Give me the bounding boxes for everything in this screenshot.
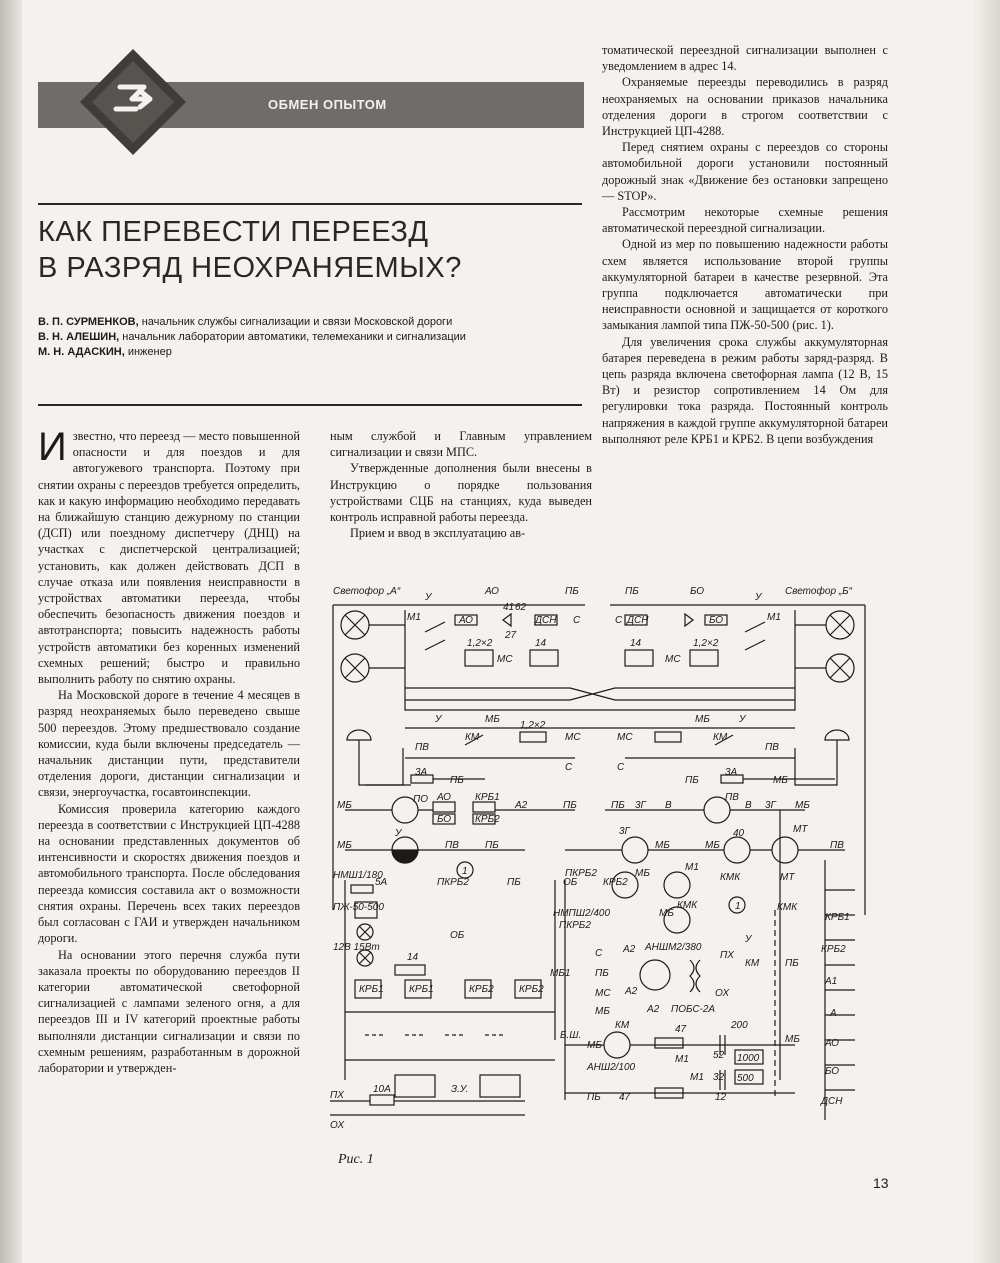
schematic-label: МБ <box>659 908 674 919</box>
schematic-label: МС <box>497 654 513 665</box>
schematic-label: ПБ <box>625 586 639 597</box>
schematic-label: МБ <box>705 840 720 851</box>
schematic-label: ПБ <box>611 800 625 811</box>
schematic-label: ПБ <box>785 958 799 969</box>
schematic-label: 12 <box>715 1092 727 1103</box>
paragraph: Известно, что переезд — место повышенной опасности и для поездов и для автогужевого транспорта. Поэтому при снятии охраны с переездов требуется определить, как и какую информацию необходимо передавать на ближайшую станцию дежурному по станции (ДСП) или поездному диспетчеру (ДНЦ) на участках с диспетчерской централизацией; установить, как должен действовать ДСП в случае отказа или появления неисправности в устройствах автоматики переезда, чтобы обеспечить безопасность движения поездов и автотранспорта; повысить надежность работы устройств автоматики без коренных изменений схемных решений; быстро и правильно выполнить работу по снятию охраны. <box>38 425 300 687</box>
paragraph: Для увеличения срока службы аккумуляторная батарея переведена в режим работы заряд-разряд. В цепь разряда включена светофорная лампа (12 В, 15 Вт) и резистор сопротивлением 14 Ом для регулировки тока разряда. Постоянный контроль напряжения в каждой группе аккумуляторной батареи выполняют реле КРБ1 и КРБ2. В цепи возбуждения <box>602 334 888 446</box>
schematic-label: ПВ <box>445 840 459 851</box>
schematic-label: ПБ <box>563 800 577 811</box>
schematic-label: А2 <box>647 1004 660 1015</box>
schematic-label: С <box>617 762 625 773</box>
schematic-label: МБ <box>587 1040 602 1051</box>
paragraph: Одной из мер по повышению надежности работы схем является использование второй группы аккумуляторной батареи в качестве резервной. Эта группа подключается автоматически при неисправности основной и защищается от короткого замыкания лампой типа ПЖ-50-500 (рис. 1). <box>602 237 888 333</box>
text-column-2 <box>330 428 592 541</box>
schematic-label: ПВ <box>415 742 429 753</box>
schematic-label: 5А <box>375 877 388 888</box>
schematic-label: ДСН <box>821 1096 843 1107</box>
schematic-label: КМК <box>677 900 698 911</box>
paragraph: Перед снятием охраны с переездов со стороны автомобильной дороги установили постоянный дорожный знак «Движение без остановки запрещено — STOP». <box>602 140 888 203</box>
author-name: В. Н. АЛЕШИН, <box>38 331 120 343</box>
paragraph: На Московской дороге в течение 4 месяцев в разряд неохраняемых было переведено свыше 500 переездов. Этому предшествовало создание комиссии, куда были включены председатель — начальник дистанции пути, представители отделения дороги, дистанции сигнализации и связи, энергоучастка, госавтоинспекции. <box>38 688 300 800</box>
schematic-label: МС <box>665 654 681 665</box>
schematic-label: БО <box>709 615 724 626</box>
schematic-label: КРБ1 <box>409 984 434 995</box>
schematic-label: ПВ <box>765 742 779 753</box>
author-role: инженер <box>127 346 172 358</box>
schematic-label: ПХ <box>330 1090 344 1101</box>
schematic-label: М1 <box>690 1072 704 1083</box>
schematic-label: КМК <box>720 872 741 883</box>
schematic-label: 14 <box>630 638 642 649</box>
schematic-label: МБ <box>785 1034 800 1045</box>
schematic-label: ПКРБ2 <box>565 868 597 879</box>
schematic-label: 3Г <box>619 826 631 837</box>
schematic-label: 14 <box>535 638 547 649</box>
schematic-label: 41 <box>503 602 515 613</box>
author-role: начальник службы сигнализации и связи Московской дороги <box>141 316 453 328</box>
schematic-label: НМШ1/180 <box>333 870 383 881</box>
schematic-label: ПБ <box>485 840 499 851</box>
author-entry <box>38 330 578 345</box>
schematic-label: А2 <box>515 800 528 811</box>
schematic-label: ОБ <box>563 877 578 888</box>
schematic-label: МБ <box>595 1006 610 1017</box>
schematic-label: С <box>615 615 623 626</box>
author-name: В. П. СУРМЕНКОВ, <box>38 316 139 328</box>
schematic-label: КРБ1 <box>475 792 500 803</box>
schematic-label: БО <box>690 586 705 597</box>
schematic-label: МБ <box>337 800 352 811</box>
schematic-label: ПВ <box>830 840 844 851</box>
paragraph: ным службой и Главным управлением сигнализации и связи МПС. <box>330 429 592 460</box>
schematic-label: З.У. <box>451 1084 469 1095</box>
schematic-label: В <box>745 800 752 811</box>
schematic-label: ОХ <box>715 988 730 999</box>
schematic-label: КМ <box>615 1020 630 1031</box>
schematic-label: МТ <box>780 872 795 883</box>
schematic-label: ПО <box>413 794 429 805</box>
schematic-label: С <box>573 615 581 626</box>
schematic-label: 62 <box>515 602 527 613</box>
label-svetofor-b: Светофор „Б“ <box>785 586 852 597</box>
schematic-label: АО <box>437 792 451 803</box>
schematic-label: А1 <box>825 976 838 987</box>
authors-block <box>38 315 578 360</box>
schematic-label: С <box>595 948 603 959</box>
schematic-label: 1 <box>462 866 468 877</box>
schematic-label: М1 <box>767 612 781 623</box>
schematic-label: У <box>745 934 752 945</box>
schematic-label: ПКРБ2 <box>437 877 469 888</box>
schematic-label: МБ <box>635 868 650 879</box>
signal-lamp <box>341 654 369 682</box>
schematic-label: 27 <box>505 630 517 641</box>
text-column-1 <box>38 425 300 1076</box>
schematic-label: КРБ2 <box>821 944 846 955</box>
schematic-label: КРБ1 <box>359 984 384 995</box>
schematic-label: БО <box>825 1066 840 1077</box>
schematic-label: А <box>830 1008 837 1019</box>
schematic-label: 1,2×2 <box>520 720 546 731</box>
schematic-label: ПЖ-50-500 <box>333 902 384 913</box>
page-edge-left <box>0 0 22 1263</box>
schematic-label: ПБ <box>507 877 521 888</box>
schematic-label: МТ <box>793 824 808 835</box>
article-title-line2: В РАЗРЯД НЕОХРАНЯЕМЫХ? <box>38 252 462 284</box>
schematic-label: ПБ <box>450 775 464 786</box>
schematic-label: АО <box>485 586 499 597</box>
schematic-label: МБ <box>655 840 670 851</box>
circuit-schematic <box>325 580 870 1140</box>
title-top-rule <box>38 203 582 205</box>
schematic-label: МС <box>565 732 581 743</box>
schematic-label: 14 <box>407 952 419 963</box>
author-name: М. Н. АДАСКИН, <box>38 346 125 358</box>
article-title-line1: КАК ПЕРЕВЕСТИ ПЕРЕЕЗД <box>38 216 429 248</box>
schematic-label: М1 <box>685 862 699 873</box>
paragraph: Утвержденные дополнения были внесены в Инструкцию о порядке пользования устройствами СЦБ на станциях, куда выведен контроль исправной работы переезда. <box>330 461 592 525</box>
paragraph: Комиссия проверила категорию каждого переезда в соответствии с Инструкцией ЦП-4288 на основании представленных документов об интенсивности и скоростях движения поездов и автомобильного транспорта. После обследования переезда комиссия составила акт о возможности снятия охраны. Перечень всех таких переездов был согласован с ГАИ и утвержден начальником дороги. <box>38 801 300 946</box>
schematic-label: НМПШ2/400 <box>553 908 611 919</box>
schematic-label: В <box>665 800 672 811</box>
schematic-label: М1 <box>407 612 421 623</box>
schematic-label: АНШМ2/380 <box>645 942 702 953</box>
author-role: начальник лаборатории автоматики, телемеханики и сигнализации <box>122 331 466 343</box>
authors-bottom-rule <box>38 404 582 406</box>
paragraph: Охраняемые переезды переводились в разряд неохраняемых на основании приказов начальника отделения дороги в строгом соответствии с Инструкцией ЦП-4288. <box>602 75 888 139</box>
lightning-arrow-icon <box>78 47 188 157</box>
schematic-label: С <box>565 762 573 773</box>
schematic-label: МС <box>595 988 611 999</box>
schematic-label: МБ <box>695 714 710 725</box>
schematic-label: У <box>755 592 762 603</box>
schematic-label: 200 <box>731 1020 748 1031</box>
schematic-label: 1000 <box>737 1053 760 1064</box>
schematic-label: АО <box>459 615 473 626</box>
schematic-label: 47 <box>619 1092 631 1103</box>
schematic-label: А2 <box>623 944 636 955</box>
text-column-3 <box>602 42 888 447</box>
schematic-label: 500 <box>737 1073 754 1084</box>
schematic-label: 40 <box>733 828 745 839</box>
schematic-label: ПКРБ2 <box>559 920 591 931</box>
schematic-label: 12В 15Вт <box>333 942 380 953</box>
paragraph: томатической переездной сигнализации выполнен с уведомлением в адрес 14. <box>602 43 888 74</box>
schematic-label: МБ <box>795 800 810 811</box>
signal-lamp <box>826 654 854 682</box>
schematic-label: У <box>435 714 442 725</box>
schematic-label: У <box>425 592 432 603</box>
schematic-label: 3А <box>415 767 428 778</box>
schematic-label: ПВ <box>725 792 739 803</box>
schematic-label: 47 <box>675 1024 687 1035</box>
figure-caption: Рис. 1 <box>338 1152 374 1167</box>
paragraph: Прием и ввод в эксплуатацию ав- <box>350 526 526 541</box>
schematic-label: КРБ1 <box>825 912 850 923</box>
schematic-label: АО <box>825 1038 839 1049</box>
schematic-label: КМ <box>465 732 480 743</box>
schematic-label: МБ <box>337 840 352 851</box>
schematic-label: ДСН <box>535 615 557 626</box>
schematic-label: КРБ2 <box>469 984 494 995</box>
schematic-label: У <box>739 714 746 725</box>
schematic-label: Б.Ш. <box>560 1030 582 1041</box>
schematic-label: 1,2×2 <box>467 638 493 649</box>
schematic-label: ПБ <box>685 775 699 786</box>
article-title <box>38 214 578 286</box>
label-svetofor-a: Светофор „А“ <box>333 586 401 597</box>
signal-lamp <box>826 611 854 639</box>
schematic-label: КМ <box>713 732 728 743</box>
schematic-label: 1 <box>735 901 741 912</box>
schematic-label: ПБ <box>587 1092 601 1103</box>
author-entry <box>38 345 578 360</box>
schematic-label: У <box>395 828 402 839</box>
schematic-label: 3Г <box>635 800 647 811</box>
schematic-label: КРБ2 <box>519 984 544 995</box>
schematic-label: БО <box>437 814 452 825</box>
signal-lamp <box>341 611 369 639</box>
schematic-label: ПОБС-2А <box>671 1004 716 1015</box>
schematic-label: ДСН <box>627 615 649 626</box>
author-entry <box>38 315 578 330</box>
schematic-label: 52 <box>713 1050 725 1061</box>
schematic-label: М1 <box>675 1054 689 1065</box>
page-number: 13 <box>873 1175 889 1191</box>
schematic-label: АНШ2/100 <box>587 1062 636 1073</box>
schematic-label: КМ <box>745 958 760 969</box>
schematic-label: КМК <box>777 902 798 913</box>
schematic-label: ПБ <box>595 968 609 979</box>
section-label: ОБМЕН ОПЫТОМ <box>268 97 387 112</box>
page-edge-right <box>972 0 1000 1263</box>
schematic-label: МБ <box>773 775 788 786</box>
schematic-label: 1,2×2 <box>693 638 719 649</box>
schematic-label: ПХ <box>720 950 734 961</box>
schematic-label: 3А <box>725 767 738 778</box>
schematic-label: 3Г <box>765 800 777 811</box>
paragraph: На основании этого перечня служба пути заказала проекты по оборудованию переездов II категории автоматической светофорной сигнализацией с лампами зеленого огня, а для переездов III и IV категорий проектные работы выполняли дистанции сигнализации и связи по схемным решениям, разработанным в дорожной лаборатории и утвержден- <box>38 947 300 1075</box>
paragraph: Рассмотрим некоторые схемные решения автоматической переездной сигнализации. <box>602 205 888 236</box>
drop-cap: И <box>38 425 67 469</box>
schematic-label: 32 <box>713 1072 725 1083</box>
schematic-label: ПБ <box>565 586 579 597</box>
schematic-label: А2 <box>625 986 638 997</box>
schematic-label: МБ <box>485 714 500 725</box>
schematic-label: ОХ <box>330 1120 345 1131</box>
schematic-label: МБ1 <box>550 968 571 979</box>
schematic-label: 10А <box>373 1084 391 1095</box>
schematic-label: КРБ2 <box>475 814 500 825</box>
schematic-label: КРБ2 <box>603 877 628 888</box>
schematic-label: ОБ <box>450 930 465 941</box>
schematic-label: МС <box>617 732 633 743</box>
